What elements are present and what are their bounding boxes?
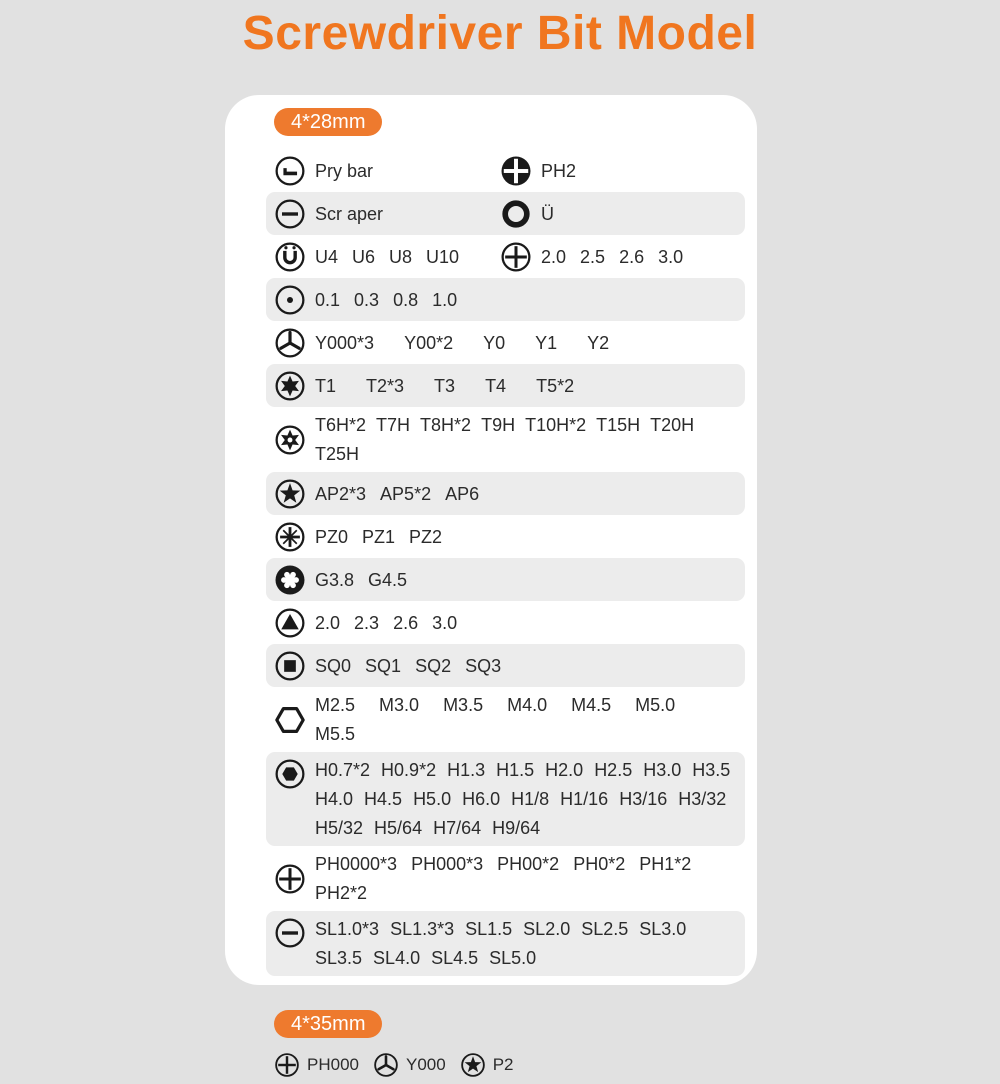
- bit-label: AP6: [445, 483, 480, 504]
- bit-label: H5/32: [315, 818, 364, 838]
- bit-labels: [315, 157, 373, 185]
- bit-label: M3.5: [443, 695, 484, 715]
- bit-group: [274, 478, 479, 510]
- bit-group: [274, 411, 737, 468]
- phillips-outline-icon: [500, 241, 532, 273]
- bit-label: Pry bar: [315, 160, 374, 181]
- bit-label: Y2: [587, 332, 610, 353]
- bit-label: Y0: [483, 332, 506, 353]
- gear-icon: [274, 564, 306, 596]
- bit-labels: [493, 1051, 514, 1079]
- ring-icon: [500, 198, 532, 230]
- five-point-star-icon: [274, 478, 306, 510]
- pozidriv-icon: [274, 521, 306, 553]
- bit-label: H5/64: [374, 818, 423, 838]
- bit-label: T4: [485, 375, 507, 396]
- bit-label: SL4.5: [431, 948, 479, 968]
- bit-row: [266, 364, 745, 407]
- bit-group: [274, 370, 574, 402]
- bit-label: PZ2: [409, 526, 443, 547]
- triangle-icon: [274, 607, 306, 639]
- bit-label: PH0*2: [573, 854, 626, 874]
- bit-label: M3.0: [379, 695, 420, 715]
- bit-label: PH0000*3: [315, 854, 398, 874]
- bit-label: PH2: [541, 160, 577, 181]
- bit-label: H7/64: [433, 818, 482, 838]
- bit-row: [266, 687, 745, 752]
- tri-wing-icon: [373, 1052, 399, 1078]
- bit-label: SL2.5: [581, 919, 629, 939]
- bit-label: SQ2: [415, 655, 452, 676]
- bit-model-card: [225, 95, 757, 1074]
- bit-labels: [541, 157, 576, 185]
- dot-icon: [274, 284, 306, 316]
- bit-labels: [541, 200, 554, 228]
- bit-label: G4.5: [368, 569, 408, 590]
- bit-row: [266, 558, 745, 601]
- bit-label: H4.0: [315, 789, 354, 809]
- bit-labels: [315, 523, 442, 551]
- bit-label: 0.8: [393, 289, 419, 310]
- bit-row: [266, 321, 745, 364]
- torx-security-icon: [274, 424, 306, 456]
- bit-labels: [315, 756, 737, 842]
- bit-row: [266, 752, 745, 846]
- bit-labels: [315, 480, 479, 508]
- bit-label: Y000: [405, 1055, 446, 1074]
- bit-row: [266, 601, 745, 644]
- bit-row: [266, 846, 745, 911]
- bit-label: PH00*2: [497, 854, 560, 874]
- bit-labels: [315, 652, 501, 680]
- bit-label: SL3.0: [639, 919, 687, 939]
- bit-label: 0.1: [315, 289, 341, 310]
- bit-group: [274, 915, 737, 972]
- bit-row: [266, 1046, 745, 1084]
- bit-label: H4.5: [364, 789, 403, 809]
- bit-labels: [315, 850, 737, 907]
- bit-label: H3.0: [643, 760, 682, 780]
- bit-group: [274, 607, 457, 639]
- bit-label: SL4.0: [373, 948, 421, 968]
- bit-label: 2.5: [580, 246, 606, 267]
- bit-row: [266, 515, 745, 558]
- bit-label: AP2*3: [315, 483, 367, 504]
- bit-label: H1.3: [447, 760, 486, 780]
- bit-label: H0.9*2: [381, 760, 437, 780]
- bit-label: H5.0: [413, 789, 452, 809]
- bit-label: 2.0: [315, 612, 341, 633]
- bit-group: [274, 691, 737, 748]
- rows-section-4x35mm: [225, 1046, 757, 1084]
- bit-label: 0.3: [354, 289, 380, 310]
- bit-label: T10H*2: [525, 415, 587, 435]
- bit-label: Y1: [535, 332, 558, 353]
- bit-label: M5.0: [635, 695, 676, 715]
- bit-label: SL1.5: [465, 919, 513, 939]
- bit-label: SQ3: [465, 655, 502, 676]
- bit-labels: [315, 329, 609, 357]
- bit-label: T1: [315, 375, 337, 396]
- bit-label: T7H: [376, 415, 411, 435]
- bit-label: 2.3: [354, 612, 380, 633]
- hex-outline-icon: [274, 704, 306, 736]
- five-point-star-icon: [460, 1052, 486, 1078]
- bit-label: U8: [389, 246, 413, 267]
- bit-row: [266, 235, 745, 278]
- bit-group: [274, 327, 609, 359]
- bit-label: Y00*2: [404, 332, 454, 353]
- bit-label: U6: [352, 246, 376, 267]
- bit-row: [266, 149, 745, 192]
- bit-label: PH000*3: [411, 854, 484, 874]
- bit-label: T15H: [596, 415, 641, 435]
- bit-label: H9/64: [492, 818, 541, 838]
- bit-label: 2.0: [541, 246, 567, 267]
- bit-label: T3: [434, 375, 456, 396]
- bit-label: H6.0: [462, 789, 501, 809]
- bit-label: U10: [426, 246, 460, 267]
- bit-group: [274, 850, 737, 907]
- bit-label: PH000: [307, 1055, 359, 1074]
- bit-label: G3.8: [315, 569, 355, 590]
- bit-label: H1/8: [511, 789, 550, 809]
- bit-label: Y000*3: [315, 332, 375, 353]
- bit-label: H0.7*2: [315, 760, 371, 780]
- bit-group: [274, 756, 737, 842]
- slotted-icon: [274, 917, 306, 949]
- phillips-outline-icon: [274, 1052, 300, 1078]
- bit-label: PZ0: [315, 526, 349, 547]
- bit-labels: [315, 609, 457, 637]
- bit-group: [274, 198, 486, 230]
- bit-labels: [315, 243, 459, 271]
- bit-label: H3/16: [619, 789, 668, 809]
- bit-label: SQ1: [365, 655, 402, 676]
- bit-labels: [315, 372, 574, 400]
- bit-labels: [406, 1051, 446, 1079]
- phillips-filled-icon: [500, 155, 532, 187]
- bit-label: H2.5: [594, 760, 633, 780]
- bit-label: H1.5: [496, 760, 535, 780]
- bit-labels: [307, 1051, 359, 1079]
- bit-group: [500, 155, 576, 187]
- bit-group: [274, 650, 501, 682]
- bit-label: SL2.0: [523, 919, 571, 939]
- bit-label: Ü: [541, 203, 554, 224]
- bit-group: [274, 521, 442, 553]
- bit-group: [460, 1051, 514, 1079]
- hex-filled-icon: [274, 758, 306, 790]
- rows-section-4x28mm: [225, 149, 757, 976]
- bit-group: [500, 241, 683, 273]
- bit-label: T20H: [650, 415, 695, 435]
- bit-labels: [315, 691, 737, 748]
- bit-label: AP5*2: [380, 483, 432, 504]
- bit-label: U4: [315, 246, 339, 267]
- bit-group: [274, 241, 486, 273]
- bit-label: H2.0: [545, 760, 584, 780]
- bit-group: [274, 1051, 359, 1079]
- bit-group: [373, 1051, 446, 1079]
- bit-row: [266, 407, 745, 472]
- bit-label: M2.5: [315, 695, 356, 715]
- bit-label: 3.0: [432, 612, 458, 633]
- bit-labels: [541, 243, 683, 271]
- bit-row: [266, 644, 745, 687]
- bit-label: 2.6: [393, 612, 419, 633]
- tri-wing-icon: [274, 327, 306, 359]
- bit-label: SL1.0*3: [315, 919, 380, 939]
- bit-labels: [315, 411, 737, 468]
- bit-label: P2: [492, 1055, 514, 1074]
- bit-group: [274, 564, 407, 596]
- bit-labels: [315, 200, 383, 228]
- bit-label: H1/16: [560, 789, 609, 809]
- bit-label: T8H*2: [420, 415, 472, 435]
- bit-label: H3.5: [692, 760, 731, 780]
- bit-group: [274, 284, 457, 316]
- bit-label: T6H*2: [315, 415, 367, 435]
- torx-icon: [274, 370, 306, 402]
- bit-row: [266, 278, 745, 321]
- bit-group: [274, 155, 486, 187]
- bit-label: 3.0: [658, 246, 684, 267]
- bit-labels: [315, 286, 457, 314]
- page-title: Screwdriver Bit Model: [242, 7, 758, 60]
- bit-labels: [315, 915, 737, 972]
- pry-bar-icon: [274, 155, 306, 187]
- size-badge-4x28mm: 4*28mm: [274, 108, 382, 136]
- phillips-outline-icon: [274, 863, 306, 895]
- bit-labels: [315, 566, 407, 594]
- bit-label: M5.5: [315, 724, 356, 744]
- size-badge-4x35mm: 4*35mm: [274, 1010, 382, 1038]
- bit-label: T2*3: [366, 375, 405, 396]
- bit-label: T5*2: [536, 375, 575, 396]
- bit-label: M4.0: [507, 695, 548, 715]
- bit-label: PZ1: [362, 526, 396, 547]
- bit-label: 2.6: [619, 246, 645, 267]
- bit-row: [266, 472, 745, 515]
- bit-label: T25H: [315, 444, 360, 464]
- bit-label: SL5.0: [489, 948, 537, 968]
- bit-label: SQ0: [315, 655, 352, 676]
- u-umlaut-icon: [274, 241, 306, 273]
- scraper-icon: [274, 198, 306, 230]
- bit-label: T9H: [481, 415, 516, 435]
- bit-row: [266, 192, 745, 235]
- bit-label: SL1.3*3: [390, 919, 455, 939]
- bit-label: PH1*2: [639, 854, 692, 874]
- bit-group: [500, 198, 554, 230]
- bit-row: [266, 911, 745, 976]
- bit-label: SL3.5: [315, 948, 363, 968]
- bit-label: H3/32: [678, 789, 727, 809]
- bit-label: M4.5: [571, 695, 612, 715]
- bit-label: Scr aper: [315, 203, 384, 224]
- bit-label: PH2*2: [315, 883, 368, 903]
- square-icon: [274, 650, 306, 682]
- bit-label: 1.0: [432, 289, 458, 310]
